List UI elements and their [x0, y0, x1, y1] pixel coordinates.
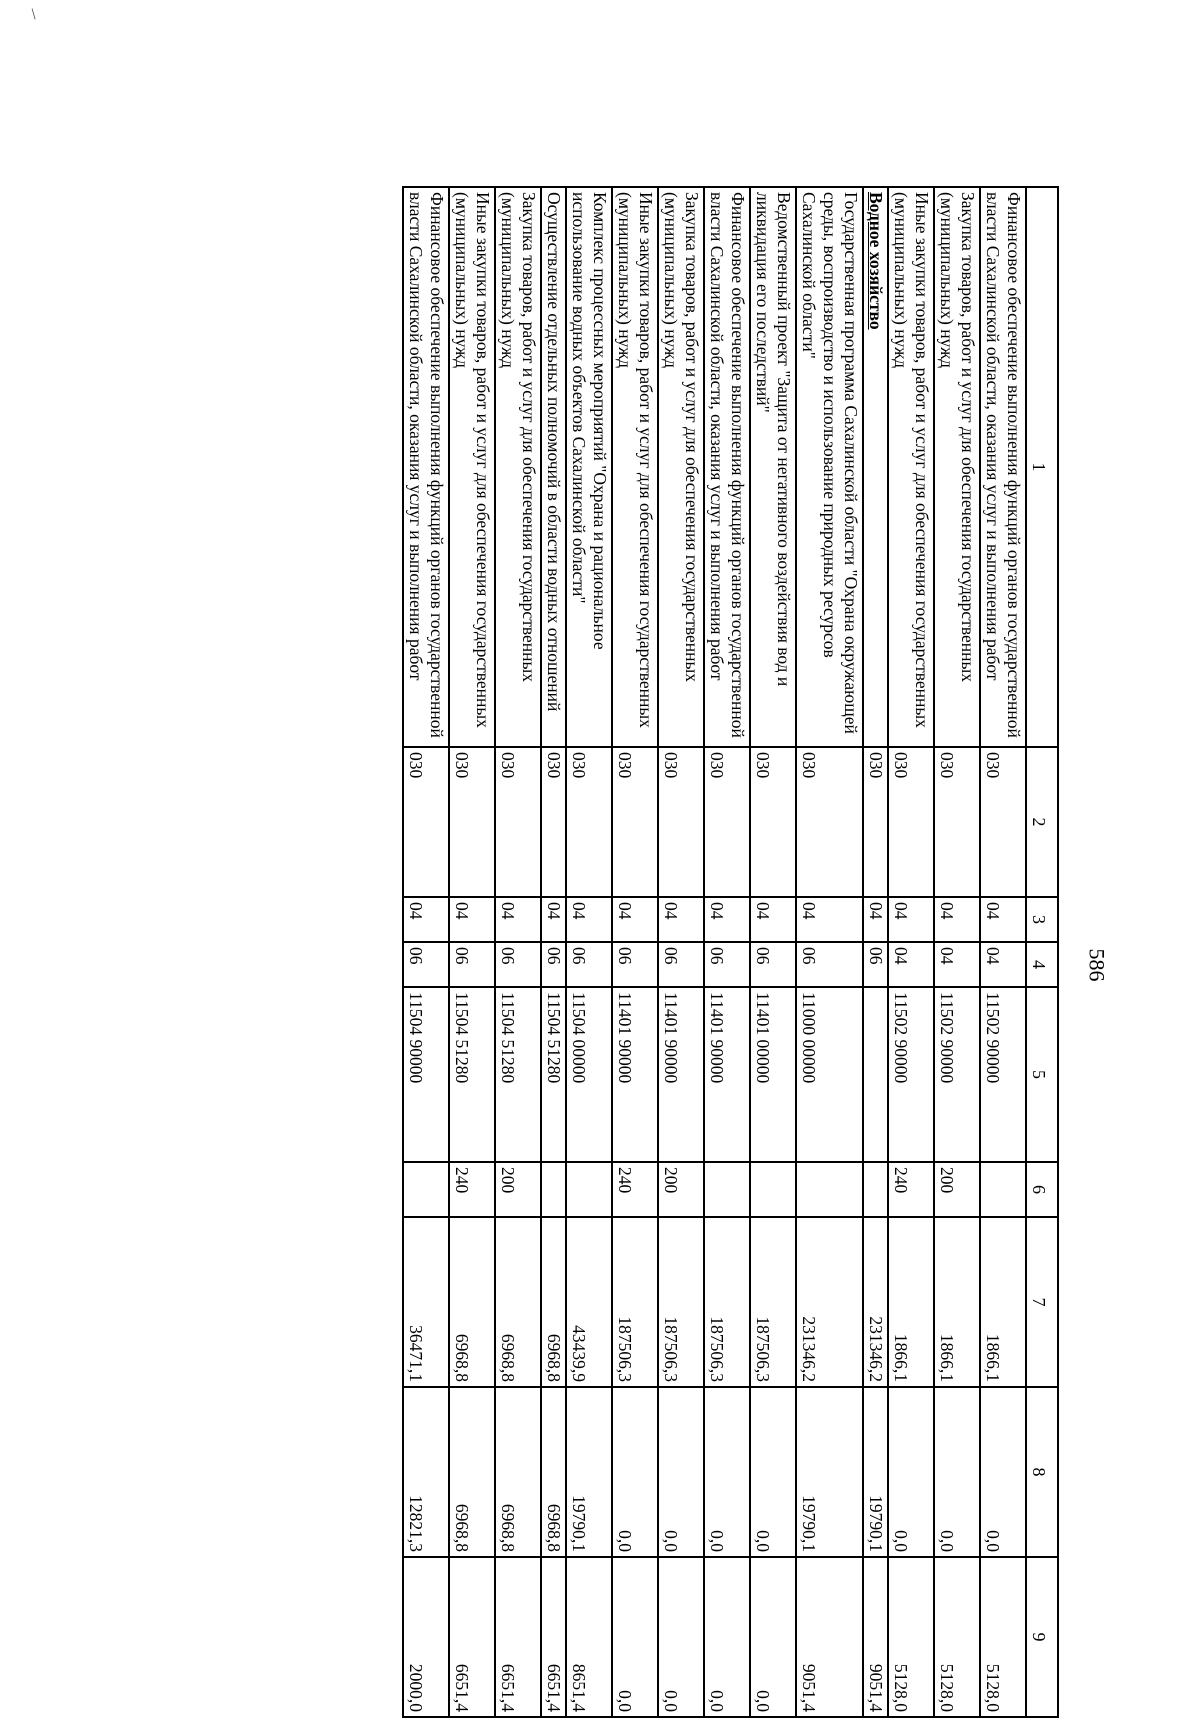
row-amount-col9: 6651,4 — [449, 1557, 495, 1717]
row-amount-col7: 231346,2 — [796, 1217, 863, 1387]
row-description: Финансовое обеспечение выполнения функций органов государственной власти Сахалинской области, оказания услуг и выполнения работ — [704, 187, 750, 747]
row-expense-type-code: 240 — [888, 1162, 934, 1217]
row-amount-col7: 231346,2 — [863, 1217, 888, 1387]
row-section-code: 04 — [796, 897, 863, 942]
column-header-7: 7 — [1026, 1217, 1058, 1387]
row-section-code: 04 — [449, 897, 495, 942]
column-header-4: 4 — [1026, 942, 1058, 987]
row-amount-col8: 0,0 — [750, 1387, 796, 1557]
row-amount-col8: 0,0 — [934, 1387, 980, 1557]
row-amount-col9: 8651,4 — [566, 1557, 612, 1717]
row-subsection-code: 06 — [658, 942, 704, 987]
row-expense-type-code: 200 — [495, 1162, 541, 1217]
row-amount-col8: 0,0 — [888, 1387, 934, 1557]
row-amount-col7: 1866,1 — [980, 1217, 1026, 1387]
row-ministry-code: 030 — [863, 747, 888, 897]
column-header-3: 3 — [1026, 897, 1058, 942]
row-amount-col8: 6968,8 — [449, 1387, 495, 1557]
row-description: Ведомственный проект "Защита от негативного воздействия вод и ликвидация его последствий" — [750, 187, 796, 747]
row-amount-col9: 5128,0 — [888, 1557, 934, 1717]
row-section-code: 04 — [750, 897, 796, 942]
row-expense-type-code: 200 — [934, 1162, 980, 1217]
column-header-2: 2 — [1026, 747, 1058, 897]
row-description: Закупка товаров, работ и услуг для обеспечения государственных (муниципальных) нужд — [934, 187, 980, 747]
row-amount-col9: 6651,4 — [495, 1557, 541, 1717]
row-expense-type-code — [980, 1162, 1026, 1217]
row-subsection-code: 06 — [612, 942, 658, 987]
row-section-code: 04 — [934, 897, 980, 942]
row-description: Закупка товаров, работ и услуг для обеспечения государственных (муниципальных) нужд — [658, 187, 704, 747]
row-subsection-code: 06 — [403, 942, 449, 987]
table-body — [403, 187, 1026, 1717]
row-ministry-code: 030 — [796, 747, 863, 897]
row-ministry-code: 030 — [449, 747, 495, 897]
page-number: 586 — [1084, 948, 1110, 982]
row-subsection-code: 06 — [495, 942, 541, 987]
row-expense-type-code — [704, 1162, 750, 1217]
row-description: Комплекс процессных мероприятий "Охрана и рациональное использование водных объектов Сахалинской области" — [566, 187, 612, 747]
table-row — [934, 187, 980, 1717]
row-target-article-code: 11504 00000 — [566, 987, 612, 1162]
row-expense-type-code — [566, 1162, 612, 1217]
row-ministry-code: 030 — [750, 747, 796, 897]
row-amount-col9: 0,0 — [750, 1557, 796, 1717]
row-amount-col8: 19790,1 — [796, 1387, 863, 1557]
row-amount-col9: 0,0 — [658, 1557, 704, 1717]
table-row — [658, 187, 704, 1717]
row-section-code: 04 — [612, 897, 658, 942]
pen-mark: / — [27, 6, 41, 23]
row-description: Иные закупки товаров, работ и услуг для обеспечения государственных (муниципальных) нужд — [612, 187, 658, 747]
table-row — [796, 187, 863, 1717]
row-description: Финансовое обеспечение выполнения функций органов государственной власти Сахалинской области, оказания услуг и выполнения работ — [980, 187, 1026, 747]
table-row — [980, 187, 1026, 1717]
row-subsection-code: 04 — [888, 942, 934, 987]
row-target-article-code: 11504 51280 — [541, 987, 566, 1162]
column-header-9: 9 — [1026, 1557, 1058, 1717]
row-section-code: 04 — [495, 897, 541, 942]
row-description: Государственная программа Сахалинской области "Охрана окружающей среды, воспроизводство и использование природных ресурсов Сахалинской области" — [796, 187, 863, 747]
table-row — [495, 187, 541, 1717]
column-header-5: 5 — [1026, 987, 1058, 1162]
row-section-code: 04 — [863, 897, 888, 942]
table-row — [541, 187, 566, 1717]
row-description: Иные закупки товаров, работ и услуг для обеспечения государственных (муниципальных) нужд — [888, 187, 934, 747]
row-amount-col7: 43439,9 — [566, 1217, 612, 1387]
row-target-article-code: 11504 90000 — [403, 987, 449, 1162]
column-header-8: 8 — [1026, 1387, 1058, 1557]
row-amount-col8: 6968,8 — [495, 1387, 541, 1557]
row-amount-col7: 187506,3 — [612, 1217, 658, 1387]
row-target-article-code: 11401 00000 — [750, 987, 796, 1162]
row-section-code: 04 — [704, 897, 750, 942]
row-target-article-code: 11401 90000 — [612, 987, 658, 1162]
row-amount-col9: 0,0 — [612, 1557, 658, 1717]
row-amount-col7: 1866,1 — [888, 1217, 934, 1387]
row-description: Финансовое обеспечение выполнения функций органов государственной власти Сахалинской области, оказания услуг и выполнения работ — [403, 187, 449, 747]
row-amount-col7: 187506,3 — [750, 1217, 796, 1387]
row-ministry-code: 030 — [403, 747, 449, 897]
row-section-code: 04 — [658, 897, 704, 942]
row-section-code: 04 — [403, 897, 449, 942]
row-expense-type-code — [796, 1162, 863, 1217]
row-amount-col8: 6968,8 — [541, 1387, 566, 1557]
row-amount-col8: 0,0 — [704, 1387, 750, 1557]
row-amount-col8: 0,0 — [612, 1387, 658, 1557]
column-header-1: 1 — [1026, 187, 1058, 747]
row-amount-col9: 9051,4 — [796, 1557, 863, 1717]
row-target-article-code: 11502 90000 — [980, 987, 1026, 1162]
row-amount-col7: 1866,1 — [934, 1217, 980, 1387]
row-description: Водное хозяйство — [863, 187, 888, 747]
table-row — [863, 187, 888, 1717]
row-amount-col9: 6651,4 — [541, 1557, 566, 1717]
row-target-article-code: 11504 51280 — [449, 987, 495, 1162]
column-header-6: 6 — [1026, 1162, 1058, 1217]
row-expense-type-code — [541, 1162, 566, 1217]
row-section-code: 04 — [980, 897, 1026, 942]
row-amount-col9: 2000,0 — [403, 1557, 449, 1717]
row-expense-type-code — [750, 1162, 796, 1217]
row-subsection-code: 04 — [934, 942, 980, 987]
row-subsection-code: 06 — [704, 942, 750, 987]
row-amount-col9: 5128,0 — [934, 1557, 980, 1717]
row-expense-type-code: 240 — [612, 1162, 658, 1217]
row-section-code: 04 — [541, 897, 566, 942]
row-description: Закупка товаров, работ и услуг для обеспечения государственных (муниципальных) нужд — [495, 187, 541, 747]
row-expense-type-code — [403, 1162, 449, 1217]
row-amount-col7: 36471,1 — [403, 1217, 449, 1387]
table-row — [449, 187, 495, 1717]
row-description: Иные закупки товаров, работ и услуг для обеспечения государственных (муниципальных) нужд — [449, 187, 495, 747]
row-expense-type-code — [863, 1162, 888, 1217]
row-target-article-code: 11401 90000 — [704, 987, 750, 1162]
row-subsection-code: 06 — [863, 942, 888, 987]
row-target-article-code: 11504 51280 — [495, 987, 541, 1162]
row-amount-col7: 6968,8 — [495, 1217, 541, 1387]
table-row — [750, 187, 796, 1717]
table-row — [612, 187, 658, 1717]
table-row — [403, 187, 449, 1717]
row-amount-col7: 187506,3 — [704, 1217, 750, 1387]
row-target-article-code: 11502 90000 — [934, 987, 980, 1162]
row-subsection-code: 06 — [796, 942, 863, 987]
row-ministry-code: 030 — [980, 747, 1026, 897]
row-ministry-code: 030 — [612, 747, 658, 897]
row-amount-col8: 0,0 — [658, 1387, 704, 1557]
row-ministry-code: 030 — [658, 747, 704, 897]
row-subsection-code: 06 — [449, 942, 495, 987]
row-amount-col8: 19790,1 — [566, 1387, 612, 1557]
row-subsection-code: 06 — [541, 942, 566, 987]
row-ministry-code: 030 — [566, 747, 612, 897]
row-amount-col8: 12821,3 — [403, 1387, 449, 1557]
row-subsection-code: 04 — [980, 942, 1026, 987]
row-ministry-code: 030 — [704, 747, 750, 897]
table-row — [566, 187, 612, 1717]
row-ministry-code: 030 — [934, 747, 980, 897]
row-expense-type-code: 200 — [658, 1162, 704, 1217]
row-ministry-code: 030 — [541, 747, 566, 897]
row-subsection-code: 06 — [566, 942, 612, 987]
row-amount-col9: 9051,4 — [863, 1557, 888, 1717]
row-amount-col9: 0,0 — [704, 1557, 750, 1717]
row-amount-col7: 6968,8 — [449, 1217, 495, 1387]
table-row — [704, 187, 750, 1717]
row-amount-col7: 6968,8 — [541, 1217, 566, 1387]
row-section-code: 04 — [888, 897, 934, 942]
row-amount-col9: 5128,0 — [980, 1557, 1026, 1717]
rotated-table-container — [86, 186, 1059, 1716]
row-section-code: 04 — [566, 897, 612, 942]
table-row — [888, 187, 934, 1717]
row-target-article-code — [863, 987, 888, 1162]
row-amount-col8: 0,0 — [980, 1387, 1026, 1557]
row-target-article-code: 11000 00000 — [796, 987, 863, 1162]
row-target-article-code: 11401 90000 — [658, 987, 704, 1162]
row-subsection-code: 06 — [750, 942, 796, 987]
row-expense-type-code: 240 — [449, 1162, 495, 1217]
row-description: Осуществление отдельных полномочий в области водных отношений — [541, 187, 566, 747]
row-target-article-code: 11502 90000 — [888, 987, 934, 1162]
header-row — [1026, 187, 1058, 1717]
row-ministry-code: 030 — [495, 747, 541, 897]
row-amount-col8: 19790,1 — [863, 1387, 888, 1557]
budget-table — [402, 186, 1059, 1718]
row-amount-col7: 187506,3 — [658, 1217, 704, 1387]
row-ministry-code: 030 — [888, 747, 934, 897]
